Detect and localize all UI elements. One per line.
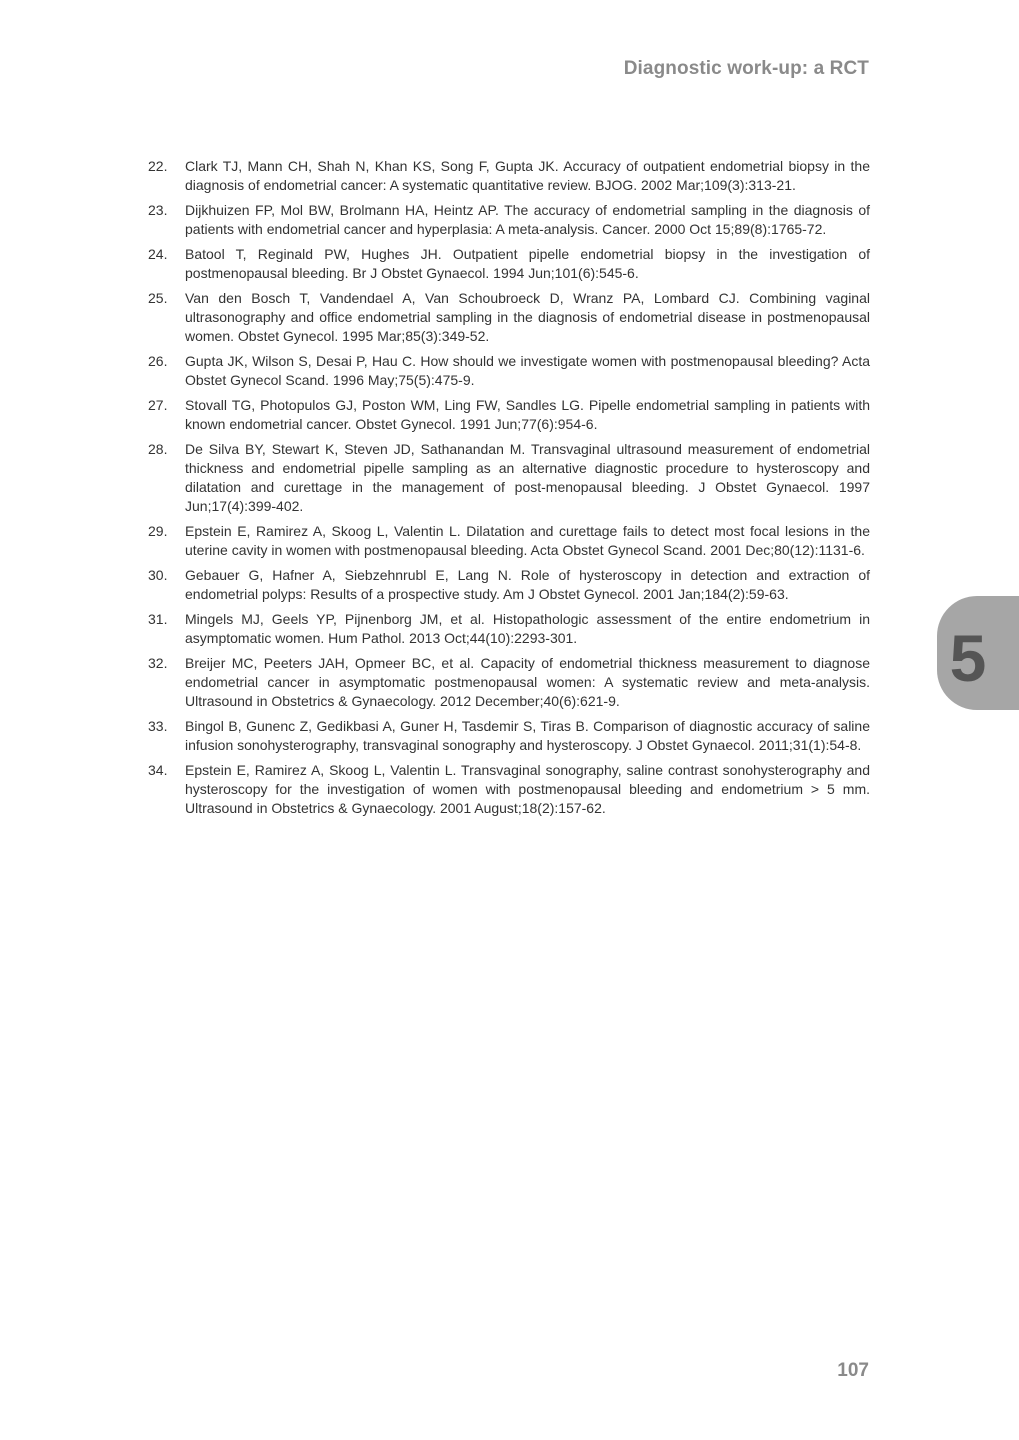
reference-text: Epstein E, Ramirez A, Skoog L, Valentin L. Dilatation and curettage fails to detect most focal lesions in the uterine cavity in women with postmenopausal bleeding. Acta Obstet Gynecol Scand. 2001 Dec;80(12):1131-6.: [185, 523, 870, 558]
reference-number: 31.: [148, 611, 168, 627]
reference-number: 24.: [148, 246, 168, 262]
reference-text: Mingels MJ, Geels YP, Pijnenborg JM, et al. Histopathologic assessment of the entire endometrium in asymptomatic women. Hum Pathol. 2013 Oct;44(10):2293-301.: [185, 611, 870, 646]
reference-item: [148, 440, 870, 516]
reference-number: 22.: [148, 158, 168, 174]
reference-number: 27.: [148, 397, 168, 413]
reference-number: 26.: [148, 353, 168, 369]
reference-item: [148, 761, 870, 818]
reference-text: Batool T, Reginald PW, Hughes JH. Outpatient pipelle endometrial biopsy in the investigation of postmenopausal bleeding. Br J Obstet Gynaecol. 1994 Jun;101(6):545-6.: [185, 246, 870, 281]
reference-text: Epstein E, Ramirez A, Skoog L, Valentin L. Transvaginal sonography, saline contrast sonohysterography and hysteroscopy for the investigation of women with postmenopausal bleeding and endometrium > 5 mm. Ultrasound in Obstetrics & Gynaecology. 2001 August;18(2):157-62.: [185, 762, 870, 816]
chapter-number: 5: [949, 621, 987, 695]
reference-item: [148, 396, 870, 434]
reference-number: 23.: [148, 202, 168, 218]
reference-number: 32.: [148, 655, 168, 671]
reference-item: [148, 352, 870, 390]
reference-number: 25.: [148, 290, 168, 306]
reference-item: [148, 610, 870, 648]
reference-text: Stovall TG, Photopulos GJ, Poston WM, Ling FW, Sandles LG. Pipelle endometrial sampling in patients with known endometrial cancer. Obstet Gynecol. 1991 Jun;77(6):954-6.: [185, 397, 870, 432]
reference-text: Clark TJ, Mann CH, Shah N, Khan KS, Song F, Gupta JK. Accuracy of outpatient endometrial biopsy in the diagnosis of endometrial cancer: A systematic quantitative review. BJOG. 2002 Mar;109(3):313-21.: [185, 158, 870, 193]
reference-number: 34.: [148, 762, 168, 778]
reference-item: [148, 717, 870, 755]
reference-text: Gebauer G, Hafner A, Siebzehnrubl E, Lang N. Role of hysteroscopy in detection and extraction of endometrial polyps: Results of a prospective study. Am J Obstet Gynecol. 2001 Jan;184(2):59-63.: [185, 567, 870, 602]
reference-number: 30.: [148, 567, 168, 583]
reference-item: [148, 522, 870, 560]
reference-text: De Silva BY, Stewart K, Steven JD, Sathanandan M. Transvaginal ultrasound measurement of endometrial thickness and endometrial pipelle sampling as an alternative diagnostic procedure to hysteroscopy and dilatation and curettage in the management of post-menopausal bleeding. J Obstet Gynaecol. 1997 Jun;17(4):399-402.: [185, 441, 870, 514]
reference-text: Dijkhuizen FP, Mol BW, Brolmann HA, Heintz AP. The accuracy of endometrial sampling in the diagnosis of patients with endometrial cancer and hyperplasia: A meta-analysis. Cancer. 2000 Oct 15;89(8):1765-72.: [185, 202, 870, 237]
reference-text: Gupta JK, Wilson S, Desai P, Hau C. How should we investigate women with postmenopausal bleeding? Acta Obstet Gynecol Scand. 1996 May;75(5):475-9.: [185, 353, 870, 388]
reference-item: [148, 157, 870, 195]
reference-item: [148, 201, 870, 239]
reference-item: [148, 289, 870, 346]
running-header-title: Diagnostic work-up: a RCT: [623, 58, 869, 79]
page-number: 107: [837, 1360, 869, 1381]
reference-number: 33.: [148, 718, 168, 734]
reference-number: 29.: [148, 523, 168, 539]
reference-number: 28.: [148, 441, 168, 457]
reference-item: [148, 245, 870, 283]
reference-item: [148, 654, 870, 711]
reference-text: Van den Bosch T, Vandendael A, Van Schoubroeck D, Wranz PA, Lombard CJ. Combining vaginal ultrasonography and office endometrial sampling in the diagnosis of endometrial disease in postmenopausal women. Obstet Gynecol. 1995 Mar;85(3):349-52.: [185, 290, 870, 344]
reference-item: [148, 566, 870, 604]
reference-text: Breijer MC, Peeters JAH, Opmeer BC, et al. Capacity of endometrial thickness measurement to diagnose endometrial cancer in asymptomatic postmenopausal women: A systematic review and meta-analysis. Ultrasound in Obstetrics & Gynaecology. 2012 December;40(6):621-9.: [185, 655, 870, 709]
reference-text: Bingol B, Gunenc Z, Gedikbasi A, Guner H, Tasdemir S, Tiras B. Comparison of diagnostic accuracy of saline infusion sonohysterography, transvaginal sonography and hysteroscopy. J Obstet Gynaecol. 2011;31(1):54-8.: [185, 718, 870, 753]
reference-list: [148, 157, 870, 824]
